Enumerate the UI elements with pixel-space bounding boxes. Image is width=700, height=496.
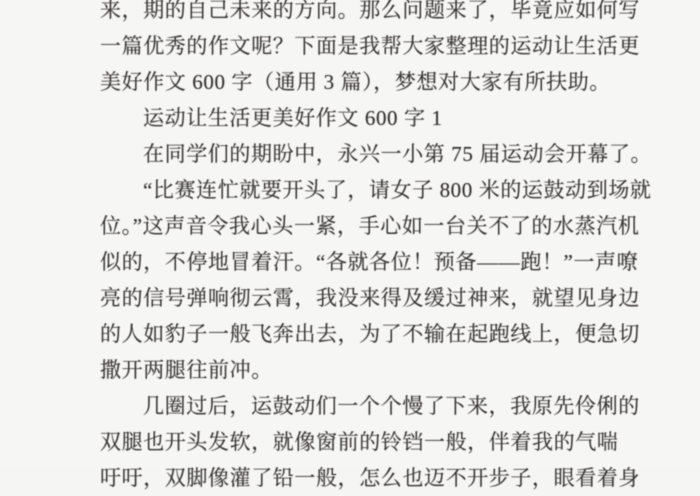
essay-text-block [100,0,653,496]
text-line: 美好作文 600 字（通用 3 篇），梦想对大家有所扶助。 [100,70,611,94]
text-line: 在同学们的期盼中，永兴一小第 75 届运动会开幕了。 [143,142,653,166]
text-line: 似的，不停地冒着汗。“各就各位！预备——跑！”一声嘹 [100,250,639,274]
text-line: 亮的信号弹响彻云霄，我没来得及缓过神来，就望见身边 [100,286,640,310]
text-line-partial: 吁吁，双脚像灌了铅一般，怎么也迈不开步子，眼看着身 [100,466,640,490]
text-line: 双腿也开头发软，就像窗前的铃铛一般，伴着我的气喘 [100,430,619,454]
essay-title-line: 运动让生活更美好作文 600 字 1 [143,106,443,130]
text-line: “比赛连忙就要开头了，请女子 800 米的运鼓动到场就 [143,178,652,202]
text-line: 一篇优秀的作文呢？下面是我帮大家整理的运动让生活更 [100,34,640,58]
text-line: 来，期的自己未来的方向。那么问题来了，毕竟应如何写 [100,0,640,22]
text-line: 几圈过后，运鼓动们一个个慢了下来，我原先伶俐的 [143,394,640,418]
text-line: 撒开两腿往前冲。 [100,358,273,382]
text-line: 的人如豹子一般飞奔出去，为了不输在起跑线上，便急切 [100,322,640,346]
text-line: 位。”这声音令我心头一紧，手心如一台关不了的水蒸汽机 [100,214,640,238]
